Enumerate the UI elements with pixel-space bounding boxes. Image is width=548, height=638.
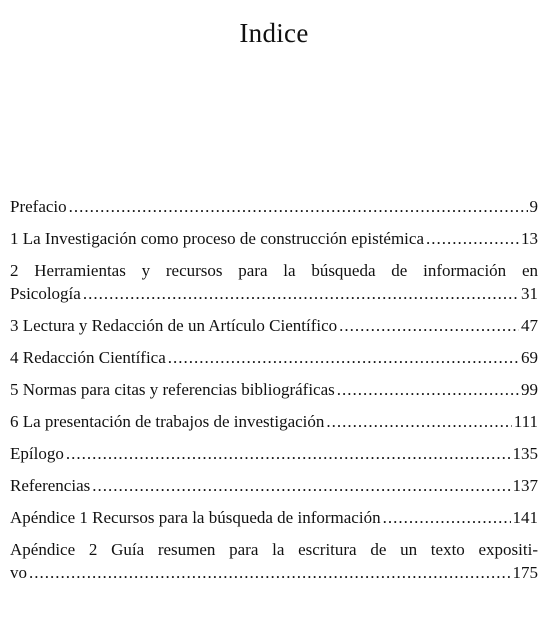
entry-page: 175 xyxy=(512,563,538,582)
entry-title: Epílogo xyxy=(10,444,64,463)
dot-leader xyxy=(69,195,528,218)
entry-page: 135 xyxy=(512,444,538,463)
dot-leader xyxy=(66,442,511,465)
toc-entry-chapter-4 xyxy=(10,346,538,369)
entry-title: Apéndice 1 Recursos para la búsqueda de información xyxy=(10,508,381,527)
entry-title: Prefacio xyxy=(10,197,67,216)
toc-entry-apendice-2 xyxy=(10,538,538,584)
entry-page: 9 xyxy=(529,197,538,216)
dot-leader xyxy=(168,346,519,369)
entry-title: 1 La Investigación como proceso de construcción epistémica xyxy=(10,229,424,248)
toc-entry-referencias xyxy=(10,474,538,497)
entry-page: 141 xyxy=(512,508,538,527)
entry-title-line-1: Apéndice 2 Guía resumen para la escritura de un texto expositi- xyxy=(10,540,538,559)
toc-entry-chapter-3 xyxy=(10,314,538,337)
entry-title-line-2: vo xyxy=(10,563,27,582)
entry-page: 99 xyxy=(521,380,538,399)
dot-leader xyxy=(426,227,519,250)
entry-page: 31 xyxy=(521,284,538,303)
dot-leader xyxy=(92,474,510,497)
entry-title-line-1: 2 Herramientas y recursos para la búsqueda de información en xyxy=(10,261,538,280)
dot-leader xyxy=(29,561,511,584)
toc-entry-epilogo xyxy=(10,442,538,465)
dot-leader xyxy=(337,378,519,401)
entry-page: 111 xyxy=(513,412,538,431)
entry-title: 5 Normas para citas y referencias bibliográficas xyxy=(10,380,335,399)
page-title: Indice xyxy=(239,18,309,48)
entry-page: 13 xyxy=(521,229,538,248)
toc-entry-apendice-1 xyxy=(10,506,538,529)
entry-page: 137 xyxy=(512,476,538,495)
dot-leader xyxy=(339,314,519,337)
entry-page: 47 xyxy=(521,316,538,335)
toc-entry-chapter-2 xyxy=(10,259,538,305)
toc-entry-chapter-6 xyxy=(10,410,538,433)
dot-leader xyxy=(83,282,519,305)
entry-title: 3 Lectura y Redacción de un Artículo Científico xyxy=(10,316,338,335)
entry-title: 6 La presentación de trabajos de investigación xyxy=(10,412,325,431)
dot-leader xyxy=(383,506,511,529)
toc-entry-chapter-1 xyxy=(10,227,538,250)
toc-entry-prefacio xyxy=(10,195,538,218)
entry-title-line-2: Psicología xyxy=(10,284,81,303)
toc-entry-chapter-5 xyxy=(10,378,538,401)
dot-leader xyxy=(326,410,511,433)
entry-title: 4 Redacción Científica xyxy=(10,348,166,367)
entry-page: 69 xyxy=(521,348,538,367)
table-of-contents xyxy=(10,195,538,593)
entry-title: Referencias xyxy=(10,476,91,495)
